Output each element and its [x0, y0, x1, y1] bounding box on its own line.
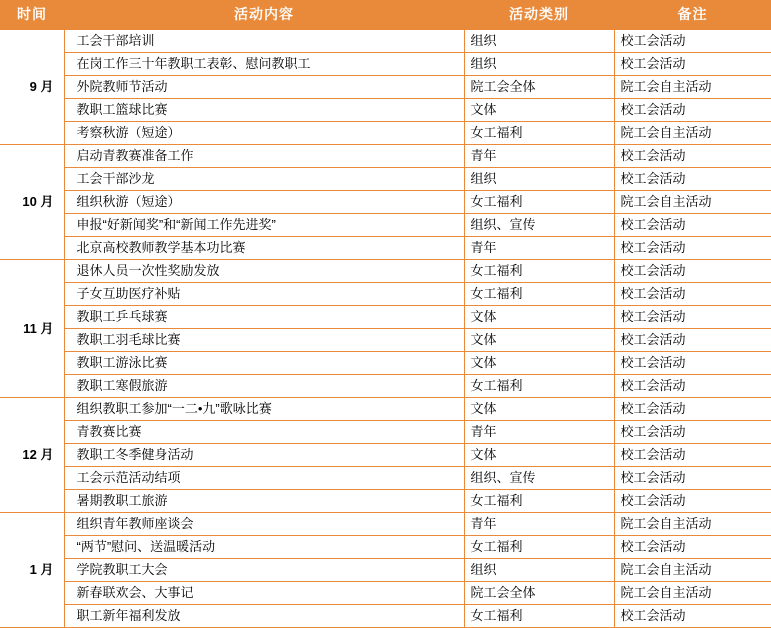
table-row: [0, 214, 771, 237]
table-row: [0, 237, 771, 260]
column-header-note: 备注: [614, 0, 771, 30]
cell-note: 校工会活动: [614, 398, 771, 421]
table-row: [0, 191, 771, 214]
table-body: [0, 30, 771, 628]
table-row: [0, 398, 771, 421]
cell-activity: 教职工冬季健身活动: [64, 444, 464, 467]
table-row: [0, 306, 771, 329]
cell-note: 校工会活动: [614, 444, 771, 467]
cell-category: 青年: [464, 237, 614, 260]
cell-activity: 教职工游泳比赛: [64, 352, 464, 375]
cell-note: 校工会活动: [614, 375, 771, 398]
cell-month: 12 月: [0, 398, 64, 513]
cell-month: 10 月: [0, 145, 64, 260]
cell-note: 校工会活动: [614, 490, 771, 513]
cell-activity: 申报“好新闻奖”和“新闻工作先进奖”: [64, 214, 464, 237]
cell-activity: “两节”慰问、送温暖活动: [64, 536, 464, 559]
cell-note: 校工会活动: [614, 329, 771, 352]
cell-note: 校工会活动: [614, 168, 771, 191]
cell-note: 校工会活动: [614, 237, 771, 260]
cell-category: 院工会全体: [464, 582, 614, 605]
cell-activity: 组织青年教师座谈会: [64, 513, 464, 536]
cell-activity: 新春联欢会、大事记: [64, 582, 464, 605]
table-row: [0, 559, 771, 582]
cell-note: 校工会活动: [614, 145, 771, 168]
cell-activity: 职工新年福利发放: [64, 605, 464, 628]
table-row: [0, 145, 771, 168]
cell-activity: 启动青教赛准备工作: [64, 145, 464, 168]
cell-note: 校工会活动: [614, 99, 771, 122]
cell-note: 院工会自主活动: [614, 122, 771, 145]
cell-note: 院工会自主活动: [614, 76, 771, 99]
table-row: [0, 76, 771, 99]
cell-activity: 组织秋游（短途）: [64, 191, 464, 214]
table-row: [0, 53, 771, 76]
cell-category: 组织: [464, 559, 614, 582]
cell-category: 文体: [464, 99, 614, 122]
table-row: [0, 283, 771, 306]
cell-note: 院工会自主活动: [614, 191, 771, 214]
cell-month: 1 月: [0, 513, 64, 628]
cell-activity: 教职工乒乓球赛: [64, 306, 464, 329]
table-row: [0, 99, 771, 122]
table-row: [0, 168, 771, 191]
cell-activity: 北京高校教师教学基本功比赛: [64, 237, 464, 260]
cell-category: 女工福利: [464, 283, 614, 306]
cell-activity: 组织教职工参加“一二•九”歌咏比赛: [64, 398, 464, 421]
cell-activity: 退休人员一次性奖励发放: [64, 260, 464, 283]
cell-activity: 学院教职工大会: [64, 559, 464, 582]
cell-category: 文体: [464, 352, 614, 375]
table-row: [0, 582, 771, 605]
cell-note: 校工会活动: [614, 605, 771, 628]
cell-category: 女工福利: [464, 536, 614, 559]
cell-category: 女工福利: [464, 260, 614, 283]
cell-month: 11 月: [0, 260, 64, 398]
table-row: [0, 444, 771, 467]
table-header: [0, 0, 771, 30]
column-header-category: 活动类别: [464, 0, 614, 30]
cell-category: 组织、宣传: [464, 214, 614, 237]
cell-activity: 教职工羽毛球比赛: [64, 329, 464, 352]
cell-category: 院工会全体: [464, 76, 614, 99]
cell-category: 组织: [464, 53, 614, 76]
cell-activity: 子女互助医疗补贴: [64, 283, 464, 306]
cell-activity: 考察秋游（短途）: [64, 122, 464, 145]
cell-note: 校工会活动: [614, 421, 771, 444]
table-row: [0, 122, 771, 145]
cell-category: 女工福利: [464, 490, 614, 513]
cell-note: 校工会活动: [614, 467, 771, 490]
cell-activity: 暑期教职工旅游: [64, 490, 464, 513]
cell-category: 女工福利: [464, 375, 614, 398]
cell-note: 校工会活动: [614, 214, 771, 237]
cell-category: 文体: [464, 398, 614, 421]
cell-activity: 在岗工作三十年教职工表彰、慰问教职工: [64, 53, 464, 76]
table-row: [0, 329, 771, 352]
cell-activity: 青教赛比赛: [64, 421, 464, 444]
cell-note: 校工会活动: [614, 536, 771, 559]
cell-category: 文体: [464, 444, 614, 467]
table-row: [0, 490, 771, 513]
cell-category: 女工福利: [464, 605, 614, 628]
cell-category: 女工福利: [464, 122, 614, 145]
cell-note: 校工会活动: [614, 260, 771, 283]
cell-category: 组织: [464, 168, 614, 191]
header-row: [0, 0, 771, 30]
table-row: [0, 467, 771, 490]
column-header-time: 时间: [0, 0, 64, 30]
cell-note: 校工会活动: [614, 306, 771, 329]
cell-note: 院工会自主活动: [614, 513, 771, 536]
cell-activity: 教职工寒假旅游: [64, 375, 464, 398]
table-row: [0, 352, 771, 375]
table-row: [0, 30, 771, 53]
column-header-activity: 活动内容: [64, 0, 464, 30]
cell-note: 院工会自主活动: [614, 582, 771, 605]
table-row: [0, 375, 771, 398]
table-row: [0, 605, 771, 628]
table-row: [0, 536, 771, 559]
table-row: [0, 421, 771, 444]
cell-note: 校工会活动: [614, 352, 771, 375]
cell-activity: 教职工篮球比赛: [64, 99, 464, 122]
table-row: [0, 260, 771, 283]
cell-category: 女工福利: [464, 191, 614, 214]
cell-category: 青年: [464, 145, 614, 168]
cell-category: 组织: [464, 30, 614, 53]
cell-category: 组织、宣传: [464, 467, 614, 490]
cell-category: 文体: [464, 306, 614, 329]
cell-category: 文体: [464, 329, 614, 352]
cell-activity: 工会干部培训: [64, 30, 464, 53]
cell-note: 校工会活动: [614, 30, 771, 53]
cell-note: 校工会活动: [614, 283, 771, 306]
cell-month: 9 月: [0, 30, 64, 145]
table-row: [0, 513, 771, 536]
cell-note: 校工会活动: [614, 53, 771, 76]
cell-activity: 工会干部沙龙: [64, 168, 464, 191]
cell-activity: 工会示范活动结项: [64, 467, 464, 490]
cell-category: 青年: [464, 421, 614, 444]
cell-note: 院工会自主活动: [614, 559, 771, 582]
cell-activity: 外院教师节活动: [64, 76, 464, 99]
cell-category: 青年: [464, 513, 614, 536]
